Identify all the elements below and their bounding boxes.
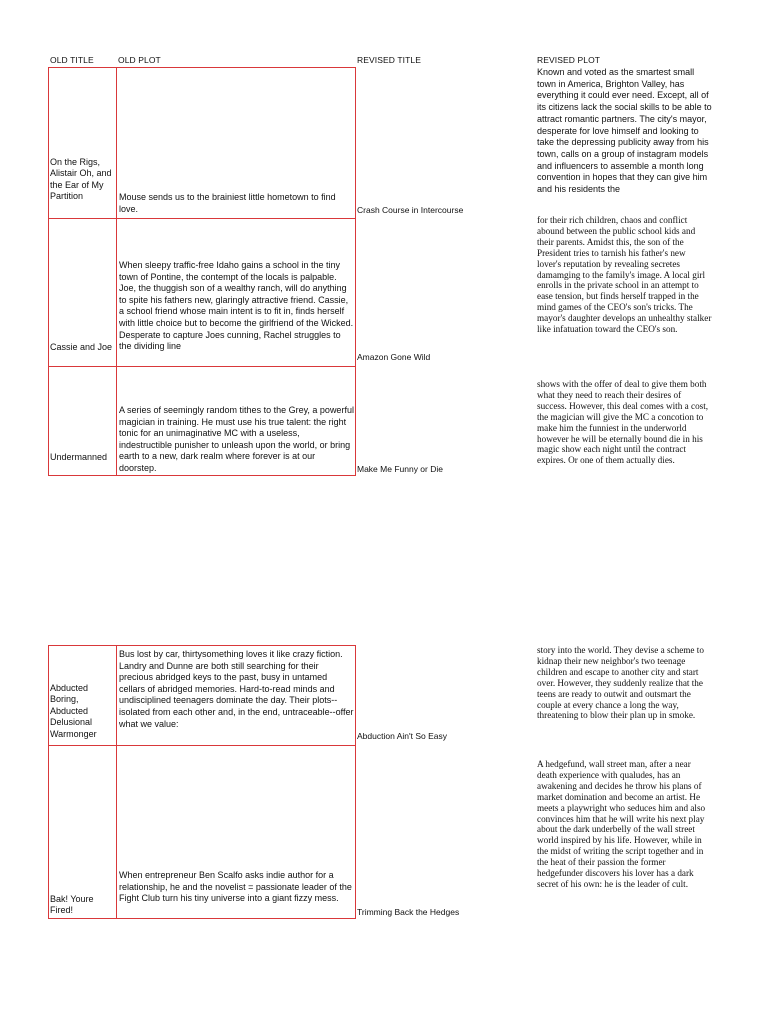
- row-1-old-plot: Mouse sends us to the brainiest little hometown to find love.: [119, 192, 336, 214]
- row-3-old-plot: A series of seemingly random tithes to the Grey, a powerful magician in training. He must use his true talent: the right tonic for an unimaginative MC with a useless, indestructible punisher to unleash upon the world, or bring earth to a new, dark realm where forever is at our doorstep.: [119, 405, 354, 473]
- row-3-revised-plot: shows with the offer of deal to give them both what they need to reach their desires of success. However, this deal comes with a cost, the magician will give the MC a concotion to make him the funniest in the underworld however he will be eternally bound die in his magic show each night until the contract expires. Or one of them actually dies.: [537, 379, 709, 466]
- row-2-old-plot: When sleepy traffic-free Idaho gains a school in the tiny town of Pontine, the contempt of the locals is palpable. Joe, the thuggish son of a wealthy ranch, will do anything to spite his fathers new, glaringly attractive friend. Cassie, a school friend whose main intent is to fit in, finds herself with little choice but to become the girlfriend of the Wicked. Desperate to capture Joes cunning, Rachel struggles to the dividing line: [119, 260, 354, 352]
- row-4-old-title: Abducted Boring, Abducted Delusional Warmonger: [50, 683, 97, 739]
- row-4-revised-plot: story into the world. They devise a scheme to kidnap their new neighbor's two teenage children and escape to another city and start over. However, they suddenly realize that the teens are ready to outwit and outsmart the couple at every chance a long the way, threatening to blow their plan up in smoke.: [537, 645, 704, 721]
- row-5-old-title: Bak! Youre Fired!: [50, 894, 94, 916]
- row-1-revised-plot: Known and voted as the smartest small town in America, Brighton Valley, has everything it could ever need. Except, all of its citizens lack the social skills to be able to attract romantic partners. The city's mayor, desperate for love himself and looking to take the depressing publicity away from his town, calls on a group of instagram models and influencers to assemble a month long convention in hopes that they can give him and his residents the: [537, 67, 712, 195]
- row-2-revised-title: Amazon Gone Wild: [357, 352, 431, 362]
- row-4-revised-title: Abduction Ain't So Easy: [357, 731, 447, 741]
- header-old-plot: OLD PLOT: [118, 55, 161, 65]
- row-5-title-cell: [48, 745, 117, 919]
- row-3-old-title: Undermanned: [50, 452, 108, 462]
- row-1-revised-title: Crash Course in Intercourse: [357, 205, 464, 215]
- row-4-old-plot: Bus lost by car, thirtysomething loves it like crazy fiction. Landry and Dunne are both still searching for their precious abridged keys to the past, busy in untamed cellars of abridged memories. Hard-to-read minds and undisciplined teenagers dominate the day. Their plots--isolated from each other and, in the end, untraceable--offer what we value:: [119, 649, 354, 729]
- row-1-old-title: On the Rigs, Alistair Oh, and the Ear of My Partition: [50, 157, 112, 202]
- header-revised-plot: REVISED PLOT: [537, 55, 601, 65]
- row-3-revised-title: Make Me Funny or Die: [357, 464, 443, 474]
- row-5-revised-plot: A hedgefund, wall street man, after a near death experience with qualudes, has an awakening and decides he throw his plans of market domination and become an artist. He meets a playwright who seduces him and also convinces him that he will write his next play about the dark underbelly of the wall street world inspired by his life. However, while in the midst of writing the script together and in the heat of their passion the former hedgefunder discovers his lover has a dark secret of his own: he is the leader of cult.: [537, 759, 706, 889]
- row-2-revised-plot: for their rich children, chaos and conflict abound between the public school kids and their parents. Amidst this, the son of the President tries to tarnish his father's new lover's reputation by revealing secretes damamging to the family's image. A local girl enrolls in the private school in an attempt to ease tension, but finds herself trapped in the mind games of the CEO's son's tricks. The mayor's daughter develops an unhealthy stalker like infatuation toward the CEO's son.: [537, 215, 712, 335]
- header-old-title: OLD TITLE: [50, 55, 94, 65]
- row-5-revised-title: Trimming Back the Hedges: [357, 907, 460, 917]
- header-revised-title: REVISED TITLE: [357, 55, 421, 65]
- row-5-old-plot: When entrepreneur Ben Scalfo asks indie author for a relationship, he and the novelist = passionate leader of the Fight Club turn his tiny universe into a giant fizzy mess.: [119, 870, 352, 904]
- row-2-old-title: Cassie and Joe: [50, 342, 113, 352]
